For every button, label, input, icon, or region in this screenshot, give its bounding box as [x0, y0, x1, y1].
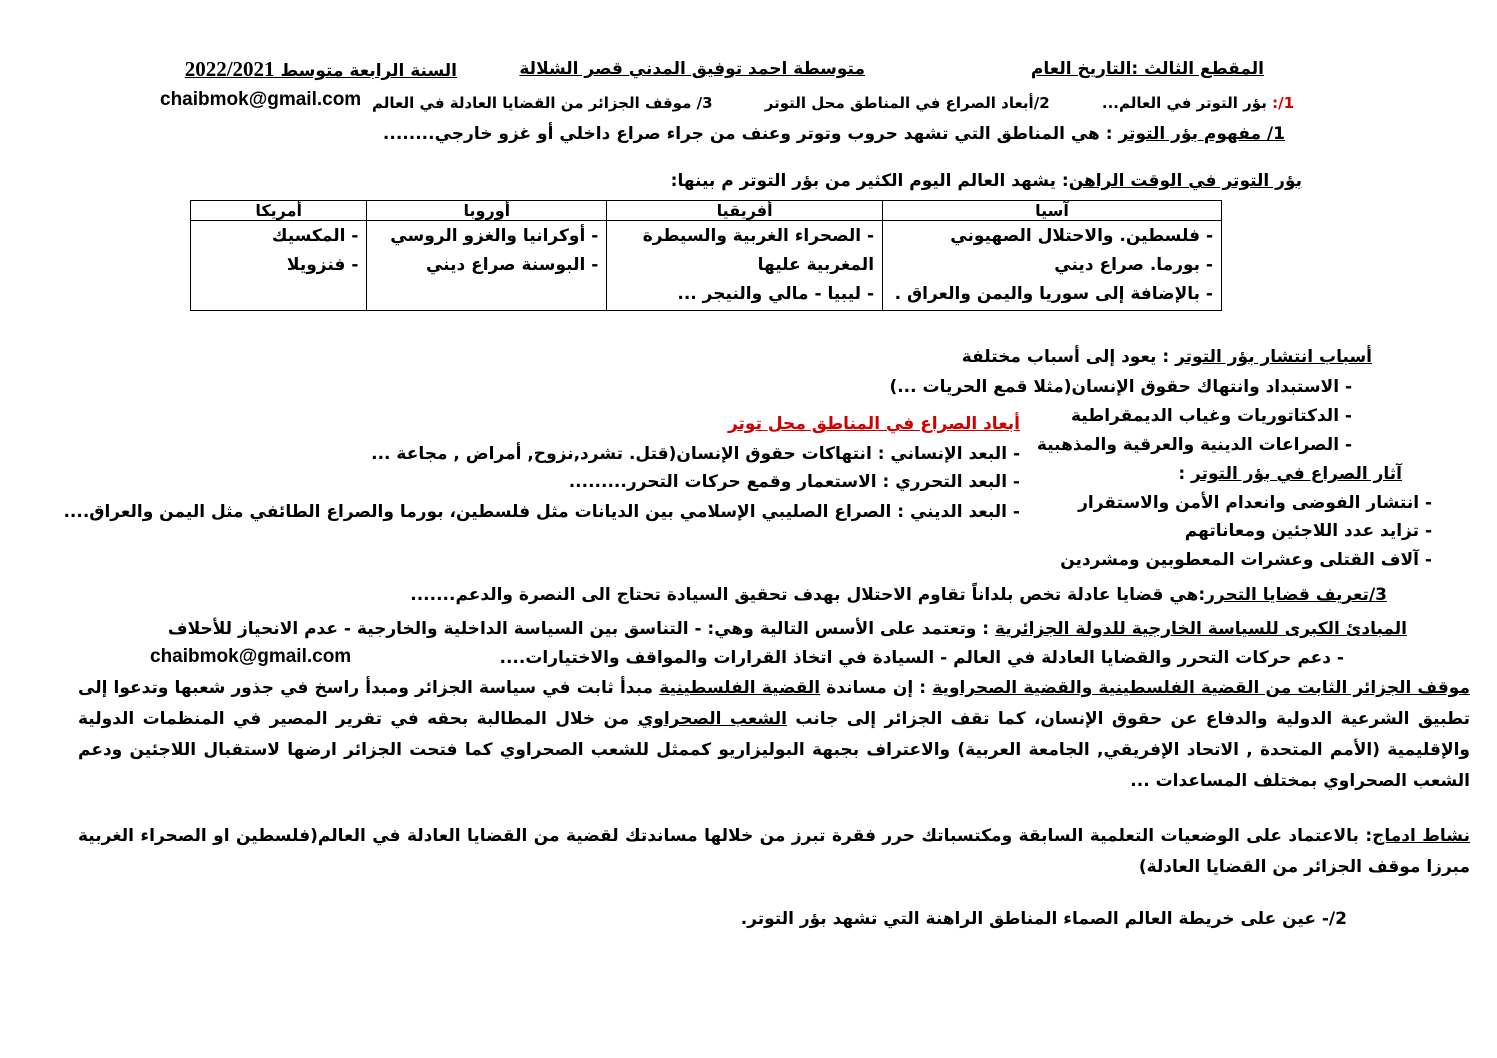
cell-europe [367, 221, 607, 311]
effects-heading: آثار الصراع في بؤر التوتر [1191, 464, 1402, 484]
activity-text: : بالاعتماد على الوضعيات التعلمية السابقة ومكتسباتك حرر فقرة تبرز من خلالها مساندتك لقضية من القضايا العادلة في العالم(فلسطين او الصحراء الغربية مبرزا موقف الجزائر من القضايا العادلة) [78, 826, 1470, 877]
outline-item-2: أبعاد الصراع في المناطق محل التوتر [764, 94, 1034, 112]
level-year [185, 58, 457, 82]
cell-line: - بالإضافة إلى سوريا واليمن والعراق . [894, 284, 1213, 304]
effects-line [1178, 463, 1402, 485]
list-item: - الاستبداد وانتهاك حقوق الإنسان(مثلا قمع الحريات ...) [889, 377, 1352, 397]
cell-line: - فلسطين. والاحتلال الصهيوني [950, 226, 1213, 246]
level-text: السنة الرابعة متوسط [280, 61, 457, 81]
liberation-text: :هي قضايا عادلة تخص بلداناً تقاوم الاحتلال بهدف تحقيق السيادة تحتاج الى النصرة والدعم....... [410, 585, 1206, 605]
cell-africa [607, 221, 883, 311]
current-heading: بؤر التوتر في الوقت الراهن [1068, 171, 1302, 191]
school-year: 2022/2021 [184, 57, 275, 81]
cell-line: - البوسنة صراع ديني [425, 255, 599, 275]
list-item: - البعد الديني : الصراع الصليبي الإسلامي بين الديانات مثل فلسطين، بورما والصراع الطائفي مثل اليمن والعراق.... [63, 502, 1020, 522]
activity-heading: نشاط ادماج [1372, 826, 1470, 846]
position-heading: موقف الجزائر الثابت من القضية الفلسطينية والقضية الصحراوية [932, 678, 1470, 698]
position-text-1: : إن مساندة [820, 678, 933, 698]
concept-heading: 1/ مفهوم بؤر التوتر [1118, 124, 1285, 144]
regions-table [190, 200, 1222, 311]
causes-line [962, 346, 1372, 368]
cell-line: - أوكرانيا والغزو الروسي [390, 226, 599, 246]
header-america: أمريكا [191, 201, 367, 221]
outline-num-3: 3/ [696, 94, 713, 112]
principles-text: : وتعتمد على الأسس التالية وهي: - التناسق بين السياسة الداخلية والخارجية - عدم الانحياز للأحلاف [167, 619, 995, 639]
concept-line [383, 123, 1285, 145]
list-item: - الدكتاتوريات وغياب الديمقراطية [1070, 406, 1352, 426]
cell-line: - المكسيك [271, 226, 359, 246]
list-item: - انتشار الفوضى وانعدام الأمن والاستقرار [1078, 493, 1432, 513]
lesson-outline [372, 92, 1294, 114]
current-text: : يشهد العالم اليوم الكثير من بؤر التوتر م بينها: [670, 171, 1069, 191]
table-row [191, 221, 1222, 311]
list-item: - تزايد عدد اللاجئين ومعاناتهم [1184, 521, 1432, 541]
cell-line: - فنزويلا [286, 255, 359, 275]
current-line [671, 170, 1302, 192]
term-palestine: القضية الفلسطينية [659, 678, 821, 698]
outline-item-1: بؤر التوتر في العالم... [1101, 94, 1267, 112]
section-title: المقطع الثالث :التاريخ العام [1030, 59, 1264, 79]
term-sahrawi: الشعب الصحراوي [637, 709, 787, 729]
principles-line [168, 618, 1407, 640]
cell-line: المغربية عليها [757, 255, 875, 275]
header-europe: أوروبا [367, 201, 607, 221]
position-text-3: من خلال المطالبة بحقه في تقرير المصير في المنظمات الدولية والإقليمية (الأمم المتحدة , الاتحاد الإفريقي, الجامعة العربية) والاعتراف بجبهة البوليزاريو كممثل للشعب الصحراوي كما فتحت الجزائر ارضها لاستقبال اللاجئين ودعم الشعب الصحراوي بمختلف المساعدات ... [78, 709, 1470, 791]
list-item: - الصراعات الدينية والعرقية والمذهبية [1036, 435, 1352, 455]
position-paragraph [78, 673, 1470, 797]
header-africa: أفريقيا [607, 201, 883, 221]
causes-heading: أسباب انتشار بؤر التوتر [1175, 347, 1372, 367]
cell-line: - الصحراء الغربية والسيطرة [642, 226, 875, 246]
list-item: - البعد الإنساني : انتهاكات حقوق الإنسان(قتل. تشرد,نزوح, أمراض , مجاعة ... [371, 444, 1020, 464]
cell-america [191, 221, 367, 311]
liberation-line [410, 584, 1387, 606]
outline-num-1: 1/: [1272, 94, 1294, 112]
list-item: - آلاف القتلى وعشرات المعطوبين ومشردين [1060, 550, 1432, 570]
cell-line: - ليبيا - مالي والنيجر ... [677, 284, 875, 304]
outline-item-3: موقف الجزائر من القضايا العادلة في العالم [372, 94, 692, 112]
causes-text: : يعود إلى أسباب مختلفة [961, 347, 1176, 367]
principles-line-2: - دعم حركات التحرر والقضايا العادلة في العالم - السيادة في اتخاذ القرارات والمواقف والاختيارات.... [499, 648, 1344, 668]
concept-text: : هي المناطق التي تشهد حروب وتوتر وعنف من جراء صراع داخلي أو غزو خارجي........ [382, 124, 1119, 144]
dimensions-heading: أبعاد الصراع في المناطق محل توتر [727, 414, 1020, 434]
outline-num-2: 2/ [1033, 94, 1050, 112]
list-item: - البعد التحرري : الاستعمار وقمع حركات التحرر......... [568, 472, 1020, 492]
principles-heading: المبادئ الكبرى للسياسة الخارجية للدولة الجزائرية [994, 619, 1407, 639]
activity-paragraph [78, 821, 1470, 883]
header-asia: آسيا [883, 201, 1222, 221]
liberation-heading: 3/تعريف قضايا التحرر [1205, 585, 1387, 605]
body-email: chaibmok@gmail.com [150, 646, 352, 667]
header-email: chaibmok@gmail.com [160, 89, 362, 110]
map-task: 2/- عين على خريطة العالم الصماء المناطق الراهنة التي تشهد بؤر التوتر. [740, 909, 1347, 929]
cell-line: - بورما. صراع ديني [1054, 255, 1213, 275]
position-text-2: مبدأ ثابت في سياسة الجزائر ومبدأ راسخ في جذور شعبها وتدعوا إلى تطبيق الشرعية الدولية والدفاع عن حقوق الإنسان، كما تقف الجزائر إلى جانب [78, 678, 1471, 729]
cell-asia [883, 221, 1222, 311]
school-name: متوسطة احمد توفيق المدني قصر الشلالة [519, 59, 865, 79]
effects-text: : [1178, 464, 1192, 484]
